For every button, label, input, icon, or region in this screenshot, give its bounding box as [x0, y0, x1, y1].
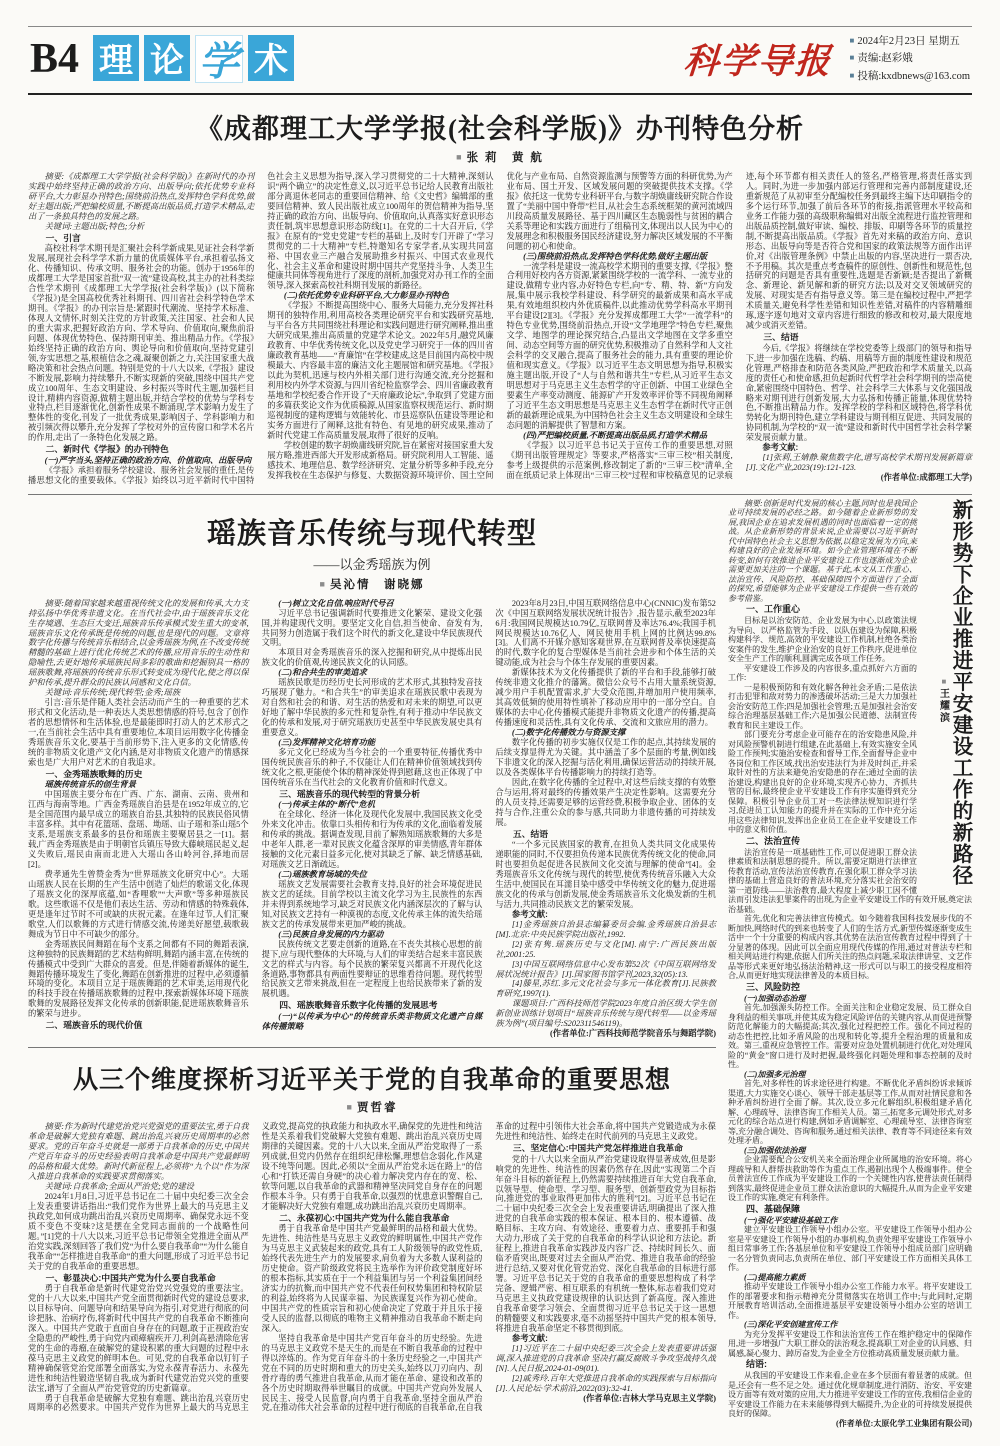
paragraph: 在全球化、经济一体化及现代化发展中,我国民族文化受外来文化冲击。依靠口头相传和行为传承的文化,面临着发展和传承的挑战。据调查发现,目前了解熟知瑶族歌舞的大多是中老年人群,老一辈对民族文化蕴含深厚的审美情感,青年群体接触的文化元素日益多元化,使对其缺乏了解、缺乏情感基础,对瑶族文艺日渐疏远。	[261, 810, 483, 870]
abstract-text: 摘要:随着国家越来越重视传统文化的发展和传承,大力支持弘扬中华优秀非遗文化。在当代社会中,由于瑶族音乐文化生存境遇、生态巨大变迁,瑶族音乐传承模式发生重大的变革,瑶族音乐文化传承既是传统的问题,也是现代的问题。文章将数字化传播与传统音乐相结合,以金秀瑶族为例,在不改变传统精髓的基础上进行优化传统艺术的传播,应用音乐的生动性和隐喻性,去更好地传承瑶族民间多彩的歌曲和挖掘别具一格的瑶族歌舞,将瑶族的传统音乐形式转变成为现代化,使之得以保护和传承,提升群众的民族认同感和文化自信。	[28, 598, 249, 688]
paragraph: 瑶族民歌是历经历史长河形成的艺术形式,其独特发音技巧展现了魅力。“和合共生”的审美追求在瑶族民歌中表现为对自然和社会的和谐、对生活的热爱和对未来的期望,可以更好地了解中华民族的多元性和复杂性,有利于推动中华民族文化的传承和发展,对于研究瑶族历史甚至中华民族发展史具有重要意义。	[261, 678, 483, 738]
masthead: 科学导报	[681, 40, 833, 82]
paragraph: 勇于自我革命是新时代建党治党兴党强党的重要法宝。党的十八大以来,中国共产党全面贯彻新时代党的建设总要求,以目标导向、问题导向和结果导向为指引,对党进行彻底的问诊把脉、治病疗伤,将新时代中国共产党的自我革命不断推向深入。中国共产党敢于直面自身存在的问题,敢于正视政治安全隐患的严峻性,勇于向党内顽瘴痼疾开刀,利剑高悬清除危害党的生命的毒瘤,在破解党的建设积累的重大问题的过程中永葆马克思主义政党的鲜明本色。可见,党的自我革命以钉钉子精神确保管党治党部署全面落实,为党永葆青春活力、永葆先进性和纯洁性锻造坚韧自我,成为新时代建党治党兴党的重要法宝,谱写了全面从严治党管党的历史新篇章。	[28, 1284, 249, 1393]
paragraph: 平安建设工作涉及的内容很多,重点抓好六方面的工作:	[728, 663, 917, 683]
paragraph: 《学报》不断提高围绕中心、服务大局能力,充分发挥社科期刊的独特作用,利用高校各类理论研究平台和实践研究基地,与平台各方共同围绕社科理论和实践问题进行研究阐释,推出重大研究成果,推出高质量的党建学术论文。2022年5月,融党风廉政教育、中华优秀传统文化,以及党史学习研究于一体的四川省廉政教育基地——“育廉馆”在学校建成,这是目前国内高校中规模最大、内容最丰富的廉洁文化主题展馆和研究基地。《学报》以此为契机,迅速与校内外相关部门进行沟通交流,充分挖掘和利用校内外学术资源,与四川省纪检监察学会、四川省廉政教育基地和学校纪委合作开设了“天府廉政论坛”,争取到了党建方面的多篇获奖论文作为优质稿源,从国家监察权规范运行、新时期巡视制度的建构逻辑与效能转化、市县巡察队伍建设等理论和实务方面进行了阐释,这批有特色、有见地的研究成果,推动了新时代党建工作高质量发展,取得了很好的反响。	[267, 301, 494, 440]
section-heading: 三、坚定信心:中国共产党怎样推进自我革命	[512, 1143, 683, 1154]
paragraph: 坚持自我革命是中国共产党百年奋斗的历史经验。先进的马克思主义政党不是天生的,而是在不断自我革命的过程中得以淬炼的。作为党百年奋斗的十条历史经验之一,中国共产党在不同的历史时期和重大的历史关头,始终以刀刃向内、刮骨疗毒的勇气推进自我革命,从而才能在革命、建设和改革的各个历史时期取得举世瞩目的成就。中国共产党向外发展人民民主、接受人民监督,向内勇于自我革命,坚持全面从严治党,在推动伟大社会革命的过程中进行彻底的自我革命,在自我革命的过程中引领伟大社会革命,将中国共产党锻造成为永葆先进性和纯洁性、始终走在时代前列的马克思主义政党。	[261, 1122, 716, 1413]
logo-char-box: 术	[248, 35, 294, 81]
section-heading: 二、瑶族音乐的现代价值	[45, 1020, 143, 1031]
paragraph: 中国瑶族主要分布在广西、广东、湖南、云南、贵州和江西与海南等地。广西金秀瑶族自治县是在1952年成立的,它是全国范围内最早成立的瑶族自治县,其独特的民族民俗风情丰富多样。其中有花篮瑶、盘瑶、坳瑶、山子瑶和茶山瑶5个支系,是瑶族支系最多的县份和瑶族主要聚居县之一[1]。据载,广西金秀瑶族是由于明朝官兵镇压导致大藤峡瑶民起义,起义失败后,瑶民由南而北进入大瑶山各山岭河谷,择地而居[2]。	[28, 790, 249, 870]
section-heading: 结语:	[746, 1359, 767, 1370]
paragraph: 2023年8月23日,中国互联网络信息中心(CNNIC)发布第52次《中国互联网络发展状况统计报告》,报告显示,截至2023年6月:我国网民规模达10.79亿,互联网普及率达76.4%;我国手机网民规模达10.76亿人、网民使用手机上网的比例达99.8%[3]。人们离不开媒介感知客观世界,在互联网普及率快速提高的时代,数字化的复合型媒体是当前社会进步和个体生活的关键动能,成为社会与个体生存发展的重要因素。	[495, 598, 716, 668]
reference-entry: [2]戚秀玲.百年大党推进自我革命的实践探索与目标指向[J].人民论坛·学术前沿,2022(03):32-41.	[495, 1373, 716, 1393]
section-divider	[28, 1047, 716, 1048]
paragraph: 今后,《学报》将继续在学校党委等上级部门的领导和指导下,进一步加强在选稿、约稿、用稿等方面的制度性建设和规范化管理,严格排查和防范各类风险,严把政治和学术质量关,以高度的责任心和使命感,担负起新时代哲学社会科学期刊的崇高使命,紧密围绕中国特色、哲学、社会科学三大体系与文化强国战略来对期刊进行创新发展,大力弘扬和传播正能量,体现优势特色,不断推出精品力作。发挥学校的学科和区域特色,将学科优势转化为期刊特色,建立学科建设与期刊相互促进、共同发展的协同机制,为学校的“双一流”建设和新时代中国哲学社会科学繁荣发展贡献力量。	[745, 343, 972, 443]
byline: ■ 张 莉 黄 航	[28, 149, 972, 165]
paragraph: 数字化传播的初步实施仅仅是工作的起点,其持续发展的后续支撑显得尤为关键。其中涵盖了多个层面的考量,例如线下非遗文化的深入挖掘与活化利用,确保运营活动的持续开展,以及各类媒体平台传播影响力的持续打造等。	[495, 738, 716, 777]
abstract-text: 关键词:音乐传统;现代转型;金秀;瑶族	[44, 688, 181, 698]
sub-heading: (二)提高能力素质	[744, 1272, 806, 1282]
publication-date: ■ 2024年2月23日 星期五	[850, 33, 970, 50]
reference-entry: [3]中国互联网络信息中心发布第52次《中国互联网络发展状况统计报告》[J].国家图书馆学刊,2023,32(05):13.	[495, 959, 716, 979]
page-header	[28, 26, 972, 95]
reference-entry: [1]金秀瑶族自治县志编纂委员会编.金秀瑶族自治县志[M].北京:中央民族学院出版社,1992.	[495, 919, 716, 939]
logo-char-box: 学	[195, 35, 243, 83]
paragraph: 学校创建的数字胡焕庸线研究院,旨在紧密对接国家重大发展方略,推进西部大开发形成新格局。研究院利用人工智能、遥感技术、地理信息、数学经济研究、定量分析等多种手段,充分发挥我校在生态保护与修复、大数据资源环境评价、国土空间优化与产业布局、自然资源监测与预警等方面的科研优势,为产业布局、国土开发、区域发展问题的突破提供技术支撑。《学报》依托这一优势专业科研平台,与数字胡焕庸线研究院合作设置了“美丽中国中脊带”栏目,从社会生态系统框架的黄河流域四川段高质量发展路径、基于四川藏区生态脆弱性与贫困的耦合关系等理论和实践方面进行了组稿刊文,体现出以人民为中心的发展理念和积极服务国民经济建设,努力解决区域发展的不平衡问题的初心和使命。	[267, 171, 733, 480]
sub-heading: (三)加强依法治理	[744, 1145, 806, 1155]
paragraph: 习近平总书记强调新时代要推进文化繁荣、建设文化强国,并构建现代文明。要坚定文化自信,担当使命、奋发有为,共同努力创造属于我们这个时代的新文化,建设中华民族现代文明。	[261, 608, 483, 648]
abstract-text: 摘要:作为新时代建党治党兴党强党的重要法宝,勇于自我革命是破解大党独有难题、跳出治乱兴衰历史周期率的必然要求。党的百年奋斗史就是一部勇于自我革命的历史,中国共产党百年奋斗的历史经验表明自我革命是中国共产党最鲜明的品格和最大优势。新时代新征程上,必须将“九个以”作为深入推进自我革命的实践要求贯彻落实。	[28, 1122, 249, 1181]
abstract-text: 关键词:自我革命;全面从严治党;党的建设	[44, 1181, 194, 1191]
author-affiliation: (作者单位:吉林大学马克思主义学院)	[583, 1393, 716, 1403]
byline: ■ 王耀滨	[933, 499, 948, 891]
byline-marker-icon	[347, 1102, 357, 1114]
byline: ■ 贾哲睿	[28, 1099, 716, 1115]
paragraph: 部门要充分考虑企业可能存在的治安隐患风险,并对风险预警机制进行组建,在此基础上,有效实施安全风险工作预判;实施治安检查和督导工作,全面督导企业中各岗位和工作区域,找出治安违法行为并及时纠正,并采取针对性的方法来避免治安隐患的存在;通过全面的法治建设,构建出良好的企业环境,实现齐心协力、齐抓共管的目标,最终使企业平安建设工作有序实施得到充分保障。积极引导企业员工对一些法律法规知识进行学习,促进员工认知能力的提升并在实际的工作中充分运用这些法律知识,发挥出企业员工在企业平安建设工作中的意义和价值。	[728, 730, 917, 835]
paragraph: 勇于自我革命是破解大党独有难题、跳出治乱兴衰历史周期率的必然要求。中国共产党作为世界上最大的马克思主义政党,提高党的执政能力和执政水平,确保党的先进性和纯洁性是关系着我们党破解大党独有难题、跳出治乱兴衰历史周期律的关键因素。党的十八大以来,全面从严治党取得了一系列成就,但党内仍然存在组织纪律松懈,理想信念弱化,作风建设不纯等问题。因此,必须以“全面从严治党永远在路上”的信心和“打铁还需自身硬”的决心着力解决党内存在的宽、松、软等问题,以自我革命的武器和精神坚决同党自身存在的问题作根本斗争。只有勇于自我革命,以强烈的忧患意识警醒自己,才能解决好大党独有难题,成功跳出治乱兴衰历史周期率。	[28, 1122, 483, 1413]
article-title-vertical: 新形势下企业推进平安建设工作的新路径	[949, 498, 972, 886]
paragraph: 金秀瑶族民间舞蹈在每个支系之间都有不同的舞蹈表演,这种独特的民族舞蹈的艺术结构鲜明,舞蹈内涵丰富,在传统的传播模式中受到广大群众的喜爱。但是,伴随着新媒体的诞生,舞蹈传播环境发生了变化,舞蹈在创新推进的过程中,必须遵循环境的变化。本项目立足于瑶族舞蹈的艺术审美,运用现代化的科技手段在传播瑶族歌舞的过程中,探索新媒体环境下瑶族歌舞的发展路径发挥文化传承的创新职能,促进瑶族歌舞音乐的繁荣与进步。	[28, 939, 249, 1019]
abstract-text: 关键词:主题出版;特色;分析	[44, 221, 145, 231]
publication-info	[850, 33, 970, 85]
section-heading: 二、法治宣传	[746, 835, 801, 846]
paragraph: 目标是以治安防范、企业发展为中心,以政策法规为导向、以严格监管为手段、以队伍建设为保障,积极构建科学、规范,高效的平安建设工作机制,杜绝各类治安案件的发生,维护企业治安的良好工作秩序,促进单位安全生产工作的顺利,圆满完成各项工作任务。	[728, 616, 917, 664]
paragraph: 引言:音乐是伴随人类社会活动而产生的一种重要的艺术形式和文化活动,是一种表达人类思想情感的符号,包含了创作者的思想情怀和生活体验,也是最能即时打动人的艺术形式之一,在当前社会生活中具有重要地位,本项目运用数字化传播金秀瑶族音乐文化,要基于当前形势下,注入更多的文化情感,传统的非物质文化遗产文化内涵,是对非物质文化遗产的情感探索也是广大用户对艺术的自我追求。	[28, 698, 249, 767]
article-pingan-construction	[728, 499, 972, 1428]
sub-heading: (一)强化平安建设基础工作	[744, 1215, 838, 1225]
sub-heading: (二)加强多元治理	[744, 1069, 806, 1079]
paragraph: 为充分发挥平安建设工作和法治宣传工作在维护稳定中的保障作用,进一步增强广大职工群众的法治观念,提高职工对企业的认同感、归属感,凝心聚力、踔厉奋发,为企业全方位推动高质量发展贡献力量。	[728, 1329, 972, 1358]
paragraph: 一是积极预防和有效化解各种社会矛盾;二是依法打击犯罪和敌对势力的渗透破坏活动;三是大力加强社会治安防范工作;四是加强社会管理;五是加强社会治安综合治理基层基础工作;六是加强公民道德、法制宣传教育和民主建设工作。	[728, 682, 917, 730]
editor-line: ■ 责编:赵彩娥	[850, 50, 970, 67]
paragraph: 新媒体技术为文化传播提供了新的平台和手段,能够打破传统非遗文化推介的藩篱。微信公众号不占用大量系统资源,减少用户手机配置需求,扩大受众范围,并增加用户使用频率,其高效低频的使用特性填补了移动应用中的一部分空白。自媒体的去中心化传播模式能提升非物质文化遗产的传播,提高传播速度和灵活性,具有文化传承、交流和文旅应用的潜力。	[495, 668, 716, 728]
abstract-text: 摘要:《成都理工大学学报(社会科学版)》在新时代的办刊实践中始终坚持正确的政治方向、出版导向;依托优势专业科研平台,大力彰显办刊特色;围绕前沿热点,发挥特色学科优势,做好主题出版;严把编校质量,不断提高出版品质,打造学术精品,走出了一条独具特色的发展之路。	[28, 171, 255, 221]
article-journal-analysis	[28, 107, 972, 486]
abstract-text: 摘要:创新是时代发展的核心主题,同时也是我国企业可持续发展的必经之路。如今随着企业新形势的发展,我国企业在追求发展机遇的同时也面临着一定的挑战。从企业新形势的背景来说,企业需要以习近平新时代中国特色社会主义思想为依据,以稳定发展为方向,来构建良好的企业发展环境。如今企业管理环境在不断转变,如何有效推进企业平安建设工作也逐渐成为企业需要更加关注的一个课题。基于此,本文从工作重心、法治宣传、风险防控、基础保障四个方面进行了全面的探究,希望能够为企业平安建设工作提供一些有效的参考借鉴。	[728, 498, 917, 603]
sub-heading: (一)严字当头,坚持正确的政治方向、价值取向、出版导向	[44, 455, 252, 465]
author-affiliation: (作者单位:太原化学工业集团有限公司)	[836, 1418, 972, 1428]
paragraph: 首先,对多样性的诉求途径进行构建。不断优化矛盾纠纷诉求倾诉渠道,大力实施交心谈心、领导干部走基层等工作,从而对社情民意和各种矛盾纠纷进行全面了解。其次,设立多元化解组织,积极组建矛盾化解、心理疏导、法律咨询工作相关人员。第三,拓宽多元调处形式,对多元化的综合站点进行构建,例如矛盾调解室、心理疏导室、法律咨询室等,充分融合调处、咨询和服务,通过相关法律、教育等不同途径来有效处理矛盾。	[728, 1079, 972, 1146]
section-heading: 一、彰显决心:中国共产党为什么要自我革命	[45, 1272, 216, 1283]
paragraph: 本项目对金秀瑶族音乐的深入挖掘和研究,从中提炼出民族文化的价值观,传递民族文化的认同感。	[261, 648, 483, 668]
section-heading: 五、结语	[512, 828, 549, 839]
vertical-title-block	[924, 499, 972, 891]
author-affiliation: (作者单位:广西科技师范学院音乐与舞蹈学院)	[550, 1029, 716, 1039]
paragraph: 首先,优化和完善法律宣传模式。如今随着我国科技发展步伐的不断加快,网络时代的到来也转变了人们的生活方式,新型传媒逐渐变成生活中一个十分重要的构成内容,其优势在法治宣传教育过程中得到了十分显著的体现。因此可以全面应用现代传媒的作用,通过对普法专栏和相关网站进行构建,依据人们所关注的热点问题,采取法律讲堂、文艺作品等形式来更好地弘扬法治精神,这一形式可以与职工的接受程度相符合,从而更好地实现法律普及的本质目标。	[728, 914, 972, 981]
byline-marker-icon	[320, 579, 330, 591]
section-heading: 二、新时代《学报》的办刊特色	[45, 444, 169, 455]
sub-heading: (一)树立文化自信,响应时代号召	[278, 598, 394, 608]
article-title: 瑶族音乐传统与现代转型	[206, 517, 537, 550]
paragraph: 企业需要配合公安机关来全面治理企业所属地的治安环境。将心理疏导和人群帮扶救助等作为重点工作,遏制出现个人极端事件。使全员普法宣传工作成为平安建设工作的一个关键性内容,使普法责任制得到落实,最终促进企业员工群众法治意识的大幅提升,从而为企业平安建设工作的实施,奠定有利条件。	[728, 1155, 972, 1203]
left-column	[28, 499, 716, 1414]
article-body	[28, 599, 716, 1040]
reference-entry: [2]张有隽.瑶族历史与文化[M].南宁:广西民族出版社,2001:25.	[495, 939, 716, 959]
section-logo	[93, 35, 294, 83]
reference-entry: [4]滕星,苏红.多元文化社会与多元一体化教育[J].民族教育研究,1997(1).	[495, 979, 716, 999]
paragraph: 党的十八大以来全面从严治党建设取得显著成效,但是影响党的先进性、纯洁性的因素仍然存在,因此“实现第二个百年奋斗目标的新征程上,仍然需要持续推进百年大党自我革命,以领导型、使命型、学习型、服务型、创新型政党为目标指向,推进党的事业取得更加伟大的胜利”[2]。习近平总书记在二十届中央纪委三次全会上发表重要讲话,明确提出了深入推进党的自我革命实践的根本保证、根本目的、根本遵循、战略目标、主攻方向、有效途径、重要着力点、重要抓手和强大动力,形成了关于党的自我革命的科学认识论和方法论。新征程上,推进自我革命实践涉及内容广泛、持续时间长久、面临矛盾突出,既要对过去全面从严治党、推进自我革命的经验进行总结,又要对优化管党治党、深化自我革命的目标进行部署。习近平总书记关于党的自我革命的重要思想构成了科学完备、逻辑严密、相互联系的有机统一整体,标志着我们党对马克思主义执政党建设规律的认识达到了新高度。深入推进自我革命要学习领会、全面贯彻习近平总书记关于这一思想的精髓要义和实践要求,毫不动摇坚持中国共产党的根本领导,将推进自我革命坚定不移贯彻到底。	[495, 1154, 716, 1333]
article-subtitle: ——以金秀瑶族为例	[313, 556, 431, 572]
references-heading: 参考文献:	[511, 1332, 548, 1343]
sub-heading: 瑶族传统音乐的创生背景	[44, 780, 136, 790]
lower-region	[28, 499, 972, 1428]
sub-heading: (一)“以传承为中心”的传统音乐类非物质文化遗产自媒体传播策略	[261, 1011, 483, 1031]
paragraph: 瑶族文艺发展需要社会教育支持,良好的社会环境促进民族文艺的延续。目前学校以主流文化学习为主,民族性的东西并未得到系统地学习,缺乏对民族文化内涵深层次的了解与认知,对民族文艺持有一种漠视的态度,文化传承主体的流失给瑶族文艺的传承发展带来更加严峻的挑战。	[261, 879, 483, 929]
section-heading: 四、瑶族歌舞音乐数字化传播的发展思考	[279, 1000, 438, 1011]
logo-char-box: 理	[93, 35, 139, 81]
sub-heading: (三)深化平安创建宣传工作	[744, 1320, 838, 1330]
sub-heading: (一)加强动态治理	[744, 993, 806, 1003]
paragraph: 勇于自我革命是中国共产党最鲜明的品格和最大优势。先进性、纯洁性是马克思主义政党的鲜明属性,中国共产党作为马克思主义武装起来的政党,具有工人阶级领导的政党性质,始终代表先进生产力的发展要求,肩负着为大多数人谋利益的历史使命。资产阶级政党将民主选举作为评价政党制度好坏的根本指标,其实质在于一个利益集团与另一个利益集团间经济实力的抗衡,而中国共产党不代表任何权势集团和特权阶层的利益,始终将为人民谋幸福、为民族谋复兴作为初心使命。中国共产党的性质宗旨和初心使命决定了党敢于并且乐于接受人民的监督,以彻底的唯物主义精神推动自我革命不断走向深入。	[261, 1224, 483, 1333]
section-heading: 一、金秀瑶族歌舞的历史	[45, 768, 143, 779]
section-heading: 三、瑶族音乐的现代转型的背景分析	[279, 788, 421, 799]
sub-heading: (三)发挥精神文化培育功能	[278, 738, 376, 748]
paragraph: 因此,在数字化传播的全过程中,对这些后续支撑的有效整合与运用,将对最终的传播效果产生决定性影响。这需要充分的人员支持,还需要足够的运营经费,积极争取企业、团体的支持与合作,注重公众的参与感,共同助力非遗传播的可持续发展。	[495, 777, 716, 827]
sub-heading: (三)民族自身发展的内力驱动	[278, 929, 384, 939]
submission-email-line: ■ 投稿:kxdbnews@163.com	[850, 68, 970, 85]
article-self-revolution	[28, 1060, 716, 1413]
paragraph: 法治宣传是一项基础性工作,可以促进职工群众法律素质和法制思想的提升。所以,需要定期进行法律宣传教育活动,宣传法治宣传教育,在强化职工群众学习法律的基础上营造良好的普法环境,充分落实社会治安的第一道防线——法治教育,最大程度上减少职工因不懂法而引发违法犯罪案件的出现,为企业平安建设工作的有效开展,奠定法治基础。	[728, 847, 972, 914]
article-title: 从三个维度探析习近平关于党的自我革命的重要思想	[72, 1067, 671, 1095]
section-heading: 三、结语	[763, 332, 799, 343]
page-number: B4	[30, 35, 80, 82]
sub-heading: (二)数字化传播效力与资源支撑	[511, 728, 626, 738]
sub-heading: (二)依托优势专业科研平台,大力彰显办刊特色	[283, 291, 450, 301]
author-affiliation: (作者单位:成都理工大学)	[880, 473, 972, 483]
section-heading: 二、永葆初心:中国共产党为什么能自我革命	[279, 1212, 450, 1223]
paragraph: 建立平安建设工作领导小组办公室。平安建设工作领导小组办公室是平安建设工作领导小组的办事机构,负责处理平安建设工作领导小组日常事务工作;各基层单位和平安建设工作领导小组成员部门应明确一名分管负责同志,负责所在单位、部门平安建设工作方面相关具体工作。	[728, 1225, 972, 1273]
sub-heading: (一)传承主体的“断代”危机	[278, 800, 376, 810]
article-body	[28, 1122, 716, 1413]
byline-marker-icon	[456, 152, 466, 164]
byline-marker-icon	[937, 677, 948, 688]
references-heading: 参考文献:	[511, 908, 548, 919]
byline: ■ 吴沁情 谢晓娜	[28, 576, 716, 592]
paragraph: 推动平安建设工作领导小组办公室工作能力水平。将平安建设工作的部署要求和指示精神充分贯彻落实在培训工作中;与此同时,定期开展教育培训活动,全面推进基层平安建设领导小组办公室的培训工作。	[728, 1282, 972, 1320]
reference-entry: 课题项目:广西科技师范学院2023年度自治区级大学生创新创业训练计划项目“瑶族音乐传统与现代转型——以金秀瑶族为例”(项目编号:S202311546119)。	[495, 999, 716, 1029]
sub-heading: (二)瑶族教育场域的失位	[278, 870, 367, 879]
section-heading: 四、基础保障	[746, 1203, 801, 1214]
sub-heading: (四)严把编校质量,不断提高出版品质,打造学术精品	[523, 430, 708, 440]
sub-heading: (三)围绕前沿热点,发挥特色学科优势,做好主题出版	[523, 251, 708, 261]
reference-entry: [1]张莉,王婧静.聚焦数字化,谱写高校学术期刊发展新篇章[J].文化产业,2023(19):121-123.	[745, 453, 972, 473]
section-divider	[28, 494, 972, 495]
header-left	[30, 35, 294, 83]
paragraph: 多元文化已经成为当今社会的一个重要特征,传播优秀中国传统民族音乐的种子,不仅能让人们在精神价值领域找到传统文化之根,更能使个体的精神深处得到慰藉,这也正体现了中国传统音乐在当代社会的文化教育价值和时代意义。	[261, 747, 483, 787]
paragraph: 2024年1月8日,习近平总书记在二十届中央纪委三次全会上发表重要讲话指出:“我们党作为世界上最大的马克思主义执政党,如何成功跳出治乱兴衰历史周期率、确保党永远不变质不变色不变味?这是摆在全党同志面前的一个战略性问题。”[1]党的十八大以来,习近平总书记带领全党推进全面从严治党实践,深刻回答了我们党“为什么要自我革命”“为什么能自我革命”“怎样推进自我革命”的重大问题,形成了习近平总书记关于党的自我革命的重要思想。	[28, 1191, 249, 1271]
section-heading: 一、引言	[45, 232, 81, 243]
article-title: 《成都理工大学学报(社会科学版)》办刊特色分析	[196, 113, 804, 144]
paragraph: 首先,加强源头防控工作。全面关注和企业稳定发展、员工群众自身利益的相关事项,并使其成为稳定风险评估的关键内容,从而促进预警防范化解能力的大幅提高;其次,强化过程把控工作。强化不同过程的动态性把控,比如矛盾风险的出现和转化等,提升全程治理的质量和成效。第三,重视应急管控工作。需要对应急处置机制进行优化,对处理风险的“黄金”窗口进行及时把握,最终强化问题处理和事态控制的及时性。	[728, 1003, 972, 1070]
paragraph: 民族传统文艺要走创新的道路,在不丧失其核心思想的前提下,应与现代整体的大环境,与人们的审美结合起来丰富民族文艺的样式与内容。每个民族的繁荣复兴都离不开现代化这条道路,事物都具有两面性要辩证的思维看待问题。现代转型给民族文艺带来挑战,但在一定程度上也给民族带来了新的发展机遇。	[261, 939, 483, 999]
logo-char-box: 论	[144, 35, 190, 81]
paragraph: 《学报》承担着服务学校建设、服务社会发展的重任,是传播思想文化的重要载体。《学报》始终以习近平新时代中国特色社会主义思想为指导,深入学习贯彻党的二十大精神,深刻认识“两个确立”的决定性意义,以习近平总书记给人民教育出版社部分离退休老同志的重要回信精神、给《文史哲》编辑部的重要回信精神、致人民出版社成立100周年的贺信精神为指导,坚持正确的政治方向、出版导向、价值取向,认真落实好意识形态责任制,筑牢思想意识形态防线[1]。在党的二十大召开后,《学报》在原有的“党史党建”专栏的基础上,及时专门开辟了“学习贯彻党的二十大精神”专栏,特邀知名专家学者,从实现共同富裕、中国农业三产融合发展助推乡村振兴、中国式农业现代化、社会主义革命和建设时期中国共产党坚持斗争、人类卫生健康共同体等视角进行了深度的剖析,加强党对办刊工作的全面领导,深入探索高校社科期刊发展的新路径。	[28, 171, 494, 485]
paragraph: 高校社科学术期刊是汇聚社会科学新成果,见证社会科学新发展,展现社会科学学术新力量的优质媒体平台,承担着弘扬文化、传播知识、传承文明、服务社会的功能。创办于1956年的成都理工大学是国家首批“双一流”建设高校,其主办的社科类综合性学术期刊《成都理工大学学报(社会科学版)》(以下简称《学报》)是全国高校优秀社科期刊、四川省社会科学特色学术期刊。《学报》的办刊宗旨是:紧跟时代潮流、坚持学术标准、体现人文情怀,时刻关注党的方针政策,关注国家、社会和人民的重大需求,把握好政治方向、学术导向、价值取向,聚焦前沿问题、体现优势特色、保持期刊审美、推出精品力作。《学报》始终坚持正确的政治方向、舆论导向和价值取向,坚持党建引领,夯实思想之基,根植信念之魂,凝聚创新之力,关注国家重大战略决策和社会热点问题。特别是党的十八大以来,《学报》建设不断发展,影响力持续攀升,不断实现新的突破,围绕中国共产党成立100周年、生态文明建设、乡村振兴等时代主题,加强栏目设计,精耕内容资源,做精主题出版,并结合学校的优势与学科专业特点,栏目逐渐优化,创新性成果不断涌现,学术影响力发生了整体性的变化,刊发了一批优秀成果,影响因子、学科影响力和被引频次得以攀升,充分发挥了学校对外的宣传窗口和学术名片的作用,走出了一条特色化发展之路。	[28, 244, 255, 443]
paragraph: 《学报》以习近平总书记关于宣传工作的重要思想,对照《期刊出版管理规定》等要求,严格落实“三审三校”相关制度,参考上级提供的示范案例,修改制定了新的“三审三校”清单,全面在纸质记录上体现出“三审三校”过程和审校稿意见的记录痕迹,每个环节都有相关责任人的签名,严格管理,将责任落实到人。同时,为进一步加强内部运行管理和完善内部制度建设,还重新规范了从初审至分配编校任务到最终主编下达印刷指令的多个运行环节,加强了前后各环节的衔接,指派管理水平较高和业务工作能力强的高级职称编辑对出版全流程进行监控管理和出版品质控制,做好审读、编校、排版、印刷等各环节的质量控制,不断提高出版品质。《学报》首先对来稿的政治方向、意识形态、出版导向等是否符合党和国家的政策法规等方面作出评价,对《出版管理条例》中禁止出版的内容,坚决进行一票否决,不予用稿。其次是重点考查稿件的原创性、创新性和规范性,包括研究的问题是否具有重要性,选题是否新颖;是否提出了新概念、新理论、新见解和新的研究方法;以及对交叉领域研究的发展、对现实是否有指导意义等。第三是在编校过程中,严把学术质量关,避免科学性差错和知识性差错,对稿件的内容精雕细琢,逐字逐句地对文章内容进行细致的修改和校对,最大限度地减少或消灭差错。	[506, 171, 972, 480]
references-heading: 参考文献:	[762, 442, 799, 453]
reference-entry: [1]习近平在二十届中央纪委三次全会上发表重要讲话强调,深入推进党的自我革命 坚决打赢反腐败斗争攻坚战持久战[N].人民日报,2024-01-09(01).	[495, 1343, 716, 1373]
article-yao-music	[28, 511, 716, 1040]
paragraph: 一流学科是建设一流高校学术期刊的重要支撑,《学报》整合利用好校内各方资源,紧紧围绕学校的一流学科、一流专业的建设,做精专业内容,办好特色专栏,向“专、精、特、新”方向发展,集中展示我校学科建设、科学研究的最新成果和高水平成果,有效地组织校内外优质稿件,以此推动优势学科高水平期刊平台建设[2][3]。《学报》充分发挥成都理工大学“一流学科”的特色专业优势,围绕前沿热点,开设“文学地理学”特色专栏,聚焦文学、地图学的理论探究结合,凸显出文学地图在文学多重空间、动态空间等方面的研究优势,积极推动了自然科学和人文社会科学的交叉融合,提高了服务社会的能力,具有重要的理论价值和现实意义。《学报》以习近平生态文明思想为指导,积极实施主题出版,开设了“人与自然和谐共生”专栏,从习近平生态文明思想对于马克思主义生态哲学的守正创新、中国工业绿色全要素生产率变动测度、能源矿产开发效率评价等不同视角阐释了习近平生态文明思想是马克思主义生态哲学在新时代守正创新的最新理论成果,为中国特色社会主义生态文明建设和全球生态问题的消解提供了智慧和方案。	[506, 261, 733, 430]
header-right	[681, 33, 970, 85]
paragraph: “一个多元民族国家的教育,在担负人类共同文化成果传递职能的同时,不仅要担负传递本民族优秀传统文化的使命,同时也要担负起促进各民族间文化交流与理解的使命”[4]。金秀瑶族音乐文化传统与现代的转型,使优秀传统音乐融入大众生活中,使国民在耳濡目染中感受中华传统文化的魅力,促进瑶族文化的传承与创新发展,使金秀瑶族音乐文化焕发新的生机与活力,共同推动民族文艺的繁荣发展。	[495, 840, 716, 909]
paragraph: 费孝通先生曾赞金秀为“世界瑶族文化研究中心”。大瑶山瑶族人民在长期的生产生活中创造了灿烂的歌谣文化,体现了瑶族文化的深厚底蕴,如“香哩歌”“大声歌”等多种瑶族民歌。这些歌谣不仅是他们表达生活、劳动和情感的特殊载体,更是逢年过节时不可或缺的庆祝元素。在逢年过节,人们汇聚歌堂,人们以歌舞的方式进行情感交流,传递美好愿望,载歌载舞成为节日中不可缺少的部分。	[28, 870, 249, 939]
paragraph: 从我国的平安建设工作来看,企业在多个层面有着显著的成就。但是,还会有一些不足之处。通过优化规章制度,进行消防、治安、平安建设方面等有效对策的应用,大力推进平安建设工作的宣传,我相信企业的平安建设工作能力在未来能够得到大幅提升,为企业的可持续发展提供良好的保障。	[728, 1371, 972, 1419]
article-body	[28, 172, 972, 486]
section-heading: 三、风险防控	[746, 981, 801, 992]
section-heading: 一、工作重心	[746, 604, 801, 615]
sub-heading: (二)和合共生的审美追求	[278, 668, 367, 678]
